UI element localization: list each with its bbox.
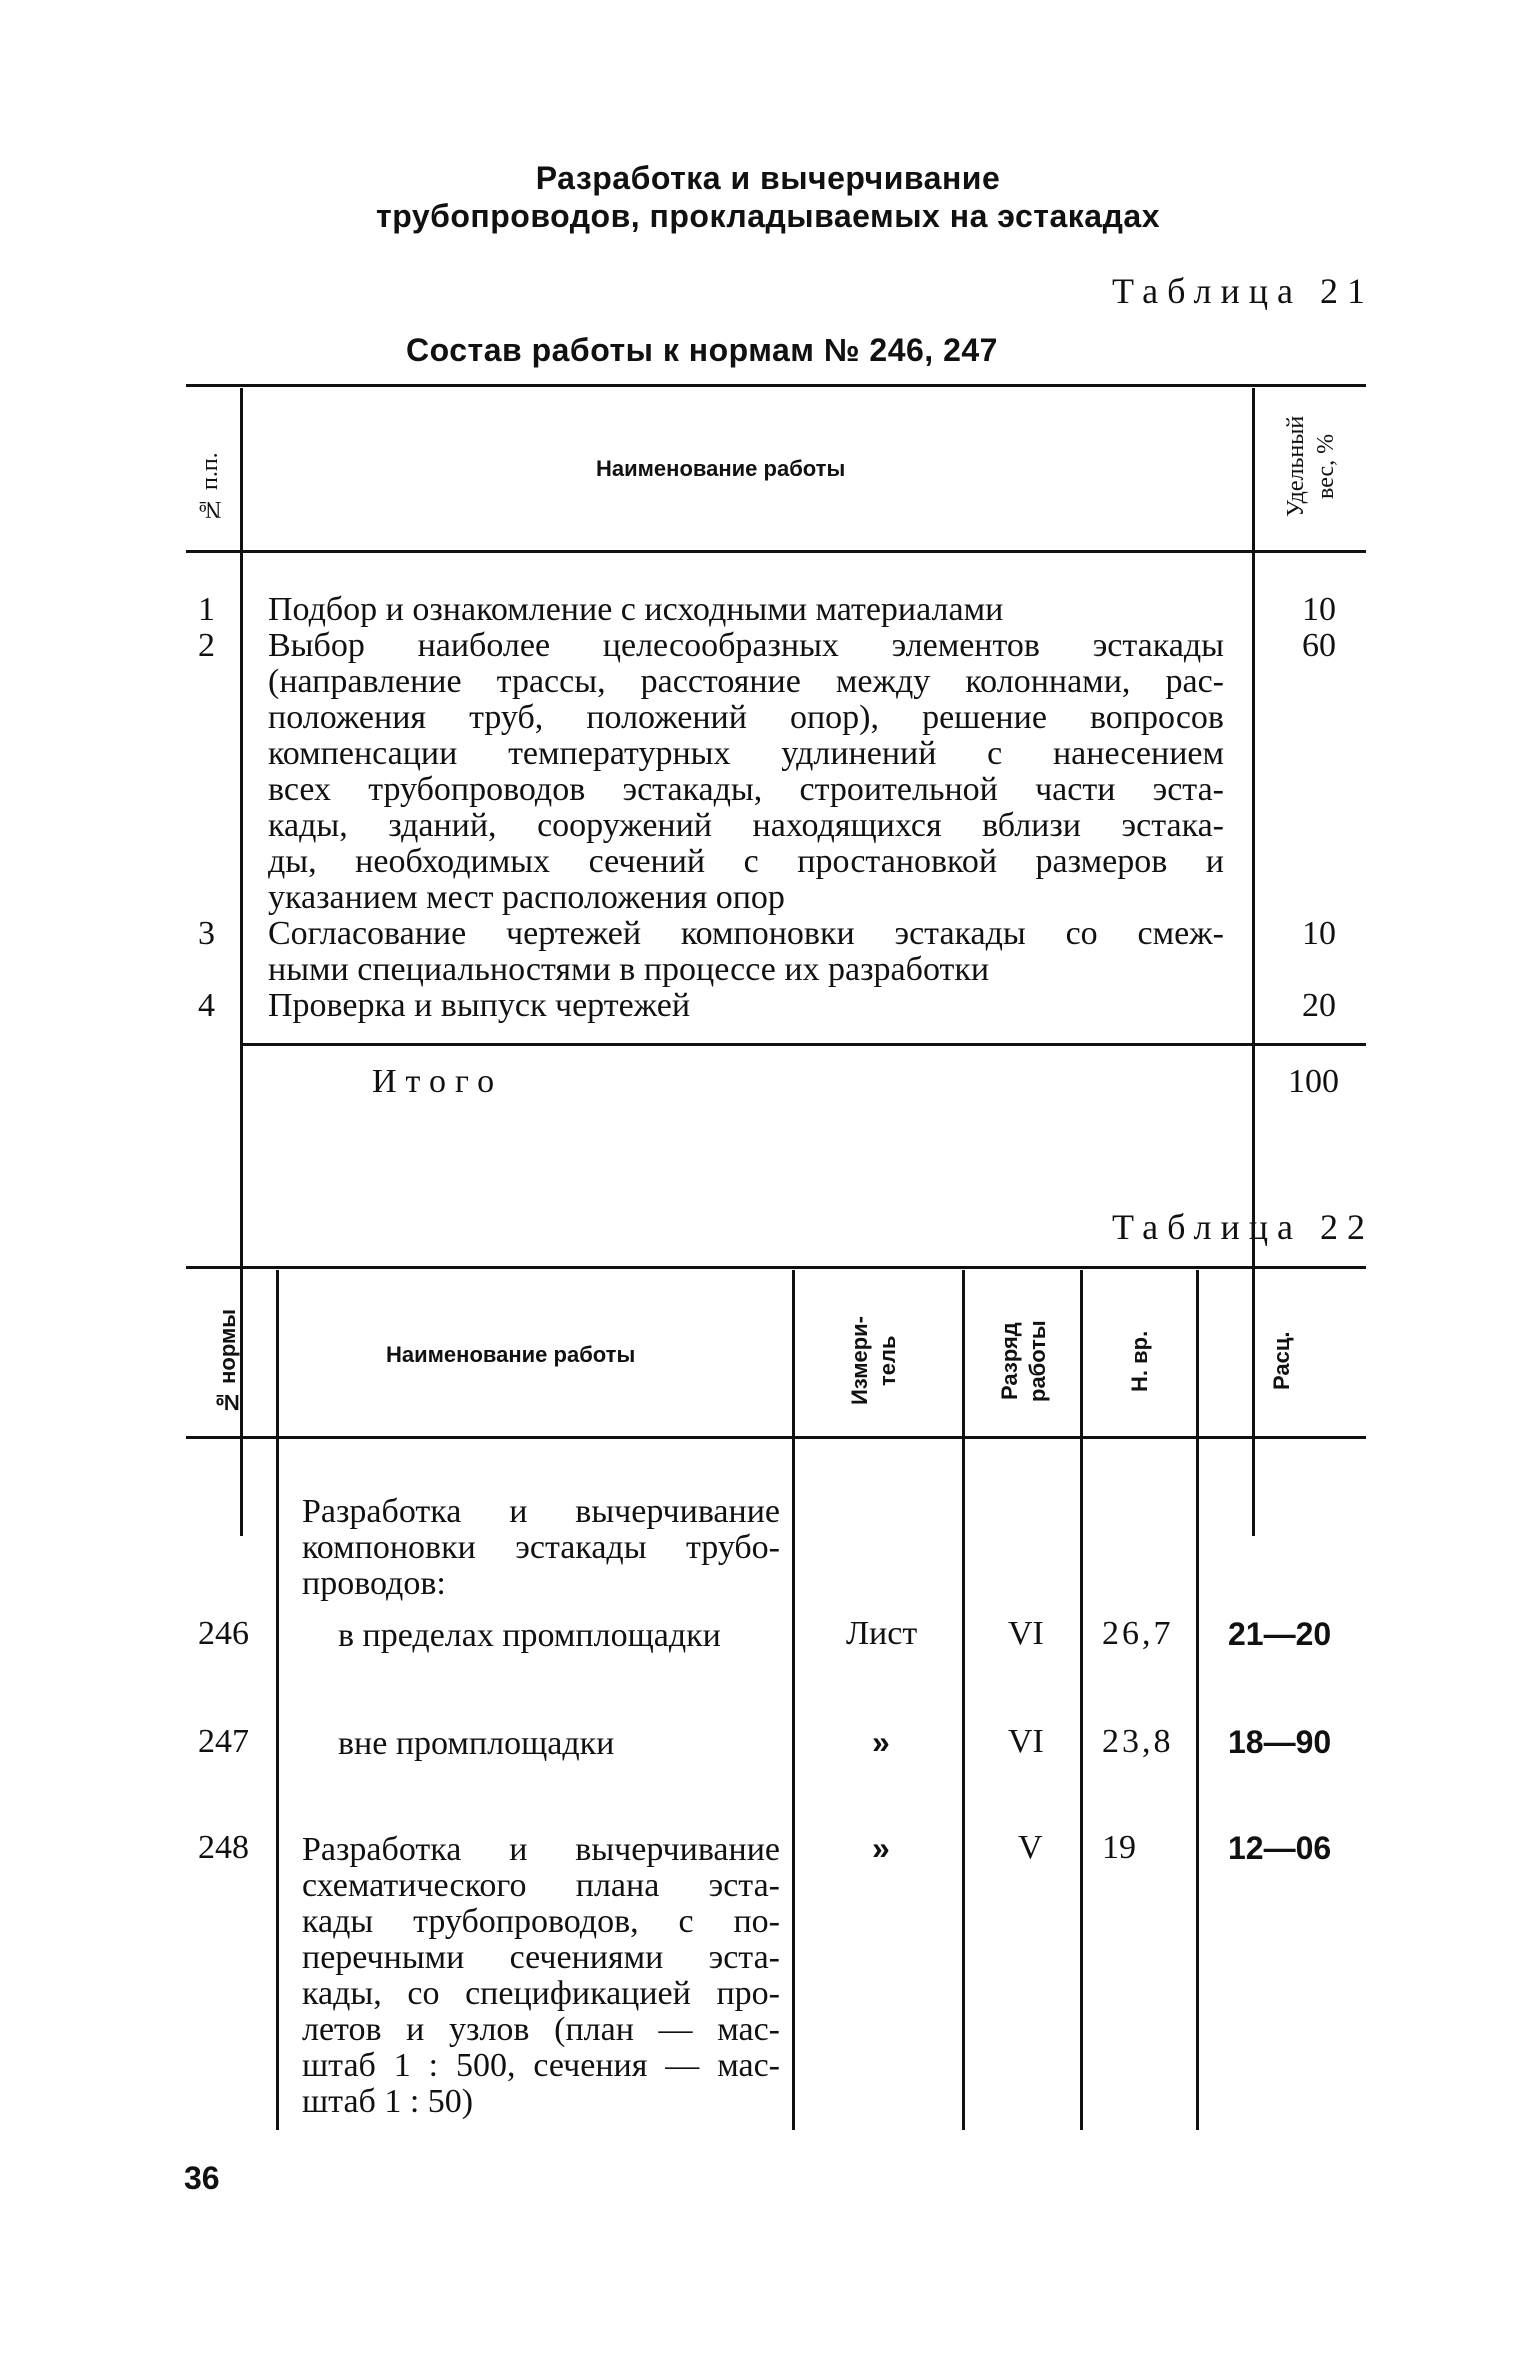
- table-21-caption: Таблица 21: [1112, 271, 1374, 311]
- table-22-row-246-text: в пределах промплощадки: [338, 1617, 721, 1654]
- table-22-row-248-norm: 248: [198, 1829, 249, 1866]
- table-22-row-246-grade: VI: [1008, 1615, 1044, 1652]
- page-number: 36: [184, 2160, 220, 2196]
- table-21-row-2-line-7: ды, необходимых сечений с простановкой размеров и: [268, 843, 1224, 880]
- table-22-row-248-rate: 12—06: [1228, 1830, 1332, 1866]
- table-22-top-rule: [186, 1266, 1366, 1269]
- table-21-row-3-weight: 10: [1302, 915, 1336, 952]
- table-21-total-rule: [242, 1043, 1366, 1046]
- table-21-row-2-line-8: указанием мест расположения опор: [268, 879, 785, 916]
- table-21-row-2-line-3: положения труб, положений опор), решение вопросов: [268, 699, 1224, 736]
- table-21-row-3-line-1: Согласование чертежей компоновки эстакады со смеж-: [268, 915, 1224, 952]
- table-22-col-divider-3: [962, 1270, 965, 2130]
- table-21-row-2-line-4: компенсации температурных удлинений с нанесением: [268, 735, 1224, 772]
- table-21-subtitle: Состав работы к нормам № 246, 247: [406, 332, 998, 368]
- table-21-row-1-weight: 10: [1302, 591, 1336, 628]
- table-22-row-246-norm: 246: [198, 1615, 249, 1652]
- table-21-row-2-line-6: кады, зданий, сооружений находящихся вблизи эстака-: [268, 807, 1224, 844]
- table-21-row-1-num: 1: [198, 591, 215, 628]
- table-21-header-name: Наименование работы: [596, 456, 846, 481]
- table-22-row-246-unit: Лист: [846, 1615, 918, 1652]
- table-22-col-divider-2: [792, 1270, 795, 2130]
- table-21-row-2-line-5: всех трубопроводов эстакады, строительной части эста-: [268, 771, 1224, 808]
- table-21-row-4-text: Проверка и выпуск чертежей: [268, 987, 691, 1024]
- table-22-row-247-rate: 18—90: [1228, 1724, 1332, 1760]
- table-22-row-247-unit: »: [872, 1724, 890, 1760]
- table-21-row-2-weight: 60: [1302, 627, 1336, 664]
- table-22-col-divider-1: [276, 1270, 279, 2130]
- table-21-header-rule: [186, 550, 1366, 553]
- table-21-total-label: Итого: [372, 1063, 504, 1100]
- table-21-row-4-num: 4: [198, 987, 215, 1024]
- table-22-header-name: Наименование работы: [386, 1342, 636, 1367]
- table-22-header-grade-1: Разряд: [997, 1322, 1022, 1400]
- table-22-row-248-line-8: штаб 1 : 50): [302, 2083, 474, 2120]
- table-22-caption: Таблица 22: [1112, 1207, 1374, 1247]
- table-22-row-248-unit: »: [872, 1830, 890, 1866]
- table-21-top-rule: [186, 384, 1366, 387]
- page-heading-line-1: Разработка и вычерчивание: [535, 160, 1001, 196]
- table-22-row-247-text: вне промплощадки: [338, 1725, 615, 1762]
- table-21-row-2-line-2: (направление трассы, расстояние между колоннами, рас-: [268, 663, 1224, 700]
- table-22-row-247-grade: VI: [1008, 1723, 1044, 1760]
- table-22-row-248-grade: V: [1018, 1829, 1043, 1866]
- table-22-intro-line-1: Разработка и вычерчивание: [302, 1493, 780, 1530]
- table-22-header-unit-1: Измери-: [847, 1316, 872, 1406]
- table-22-row-248-hours: 19: [1102, 1829, 1136, 1866]
- table-21-header-num: № п.п.: [197, 452, 223, 522]
- table-21-header-weight-2: вес, %: [1313, 433, 1339, 499]
- table-22-row-248-line-1: Разработка и вычерчивание: [302, 1831, 780, 1868]
- table-22-intro-line-2: компоновки эстакады трубо-: [302, 1529, 780, 1566]
- table-22-col-divider-4: [1080, 1270, 1083, 2130]
- table-22-row-248-line-5: кады, со спецификацией про-: [302, 1975, 780, 2012]
- table-22-header-rate: Расц.: [1269, 1331, 1294, 1391]
- table-22-intro-line-3: проводов:: [302, 1565, 446, 1602]
- table-21-row-4-weight: 20: [1302, 987, 1336, 1024]
- table-22-row-248-line-6: летов и узлов (план — мас-: [302, 2011, 780, 2048]
- page-heading-line-2: трубопроводов, прокладываемых на эстакадах: [376, 198, 1160, 234]
- table-22-header-rule: [186, 1436, 1366, 1439]
- table-22-row-248-line-2: схематического плана эста-: [302, 1867, 780, 1904]
- table-21-row-1-text: Подбор и ознакомление с исходными материалами: [268, 591, 1004, 628]
- table-22-header-hours: Н. вр.: [1127, 1330, 1152, 1392]
- table-22-row-246-hours: 26,7: [1102, 1615, 1174, 1652]
- table-21-header-weight-1: Удельный: [1283, 415, 1309, 517]
- table-21-row-3-line-2: ными специальностями в процессе их разработки: [268, 951, 990, 988]
- table-21-col-divider-2: [1252, 388, 1255, 1536]
- table-21-row-2-num: 2: [198, 627, 215, 664]
- table-22-row-248-line-4: перечными сечениями эста-: [302, 1939, 780, 1976]
- table-22-header-unit-2: тель: [875, 1335, 900, 1387]
- table-22-row-248-line-7: штаб 1 : 500, сечения — мас-: [302, 2047, 780, 2084]
- table-22-row-246-rate: 21—20: [1228, 1616, 1332, 1652]
- table-22-row-247-hours: 23,8: [1102, 1723, 1174, 1760]
- table-22-row-248-line-3: кады трубопроводов, с по-: [302, 1903, 780, 1940]
- table-21-total-value: 100: [1288, 1063, 1339, 1100]
- table-22-header-norm: № нормы: [215, 1308, 240, 1416]
- table-22-col-divider-5: [1196, 1270, 1199, 2130]
- table-22-row-247-norm: 247: [198, 1723, 249, 1760]
- table-21-row-2-line-1: Выбор наиболее целесообразных элементов эстакады: [268, 627, 1224, 664]
- table-21-row-3-num: 3: [198, 915, 215, 952]
- table-22-header-grade-2: работы: [1025, 1320, 1050, 1402]
